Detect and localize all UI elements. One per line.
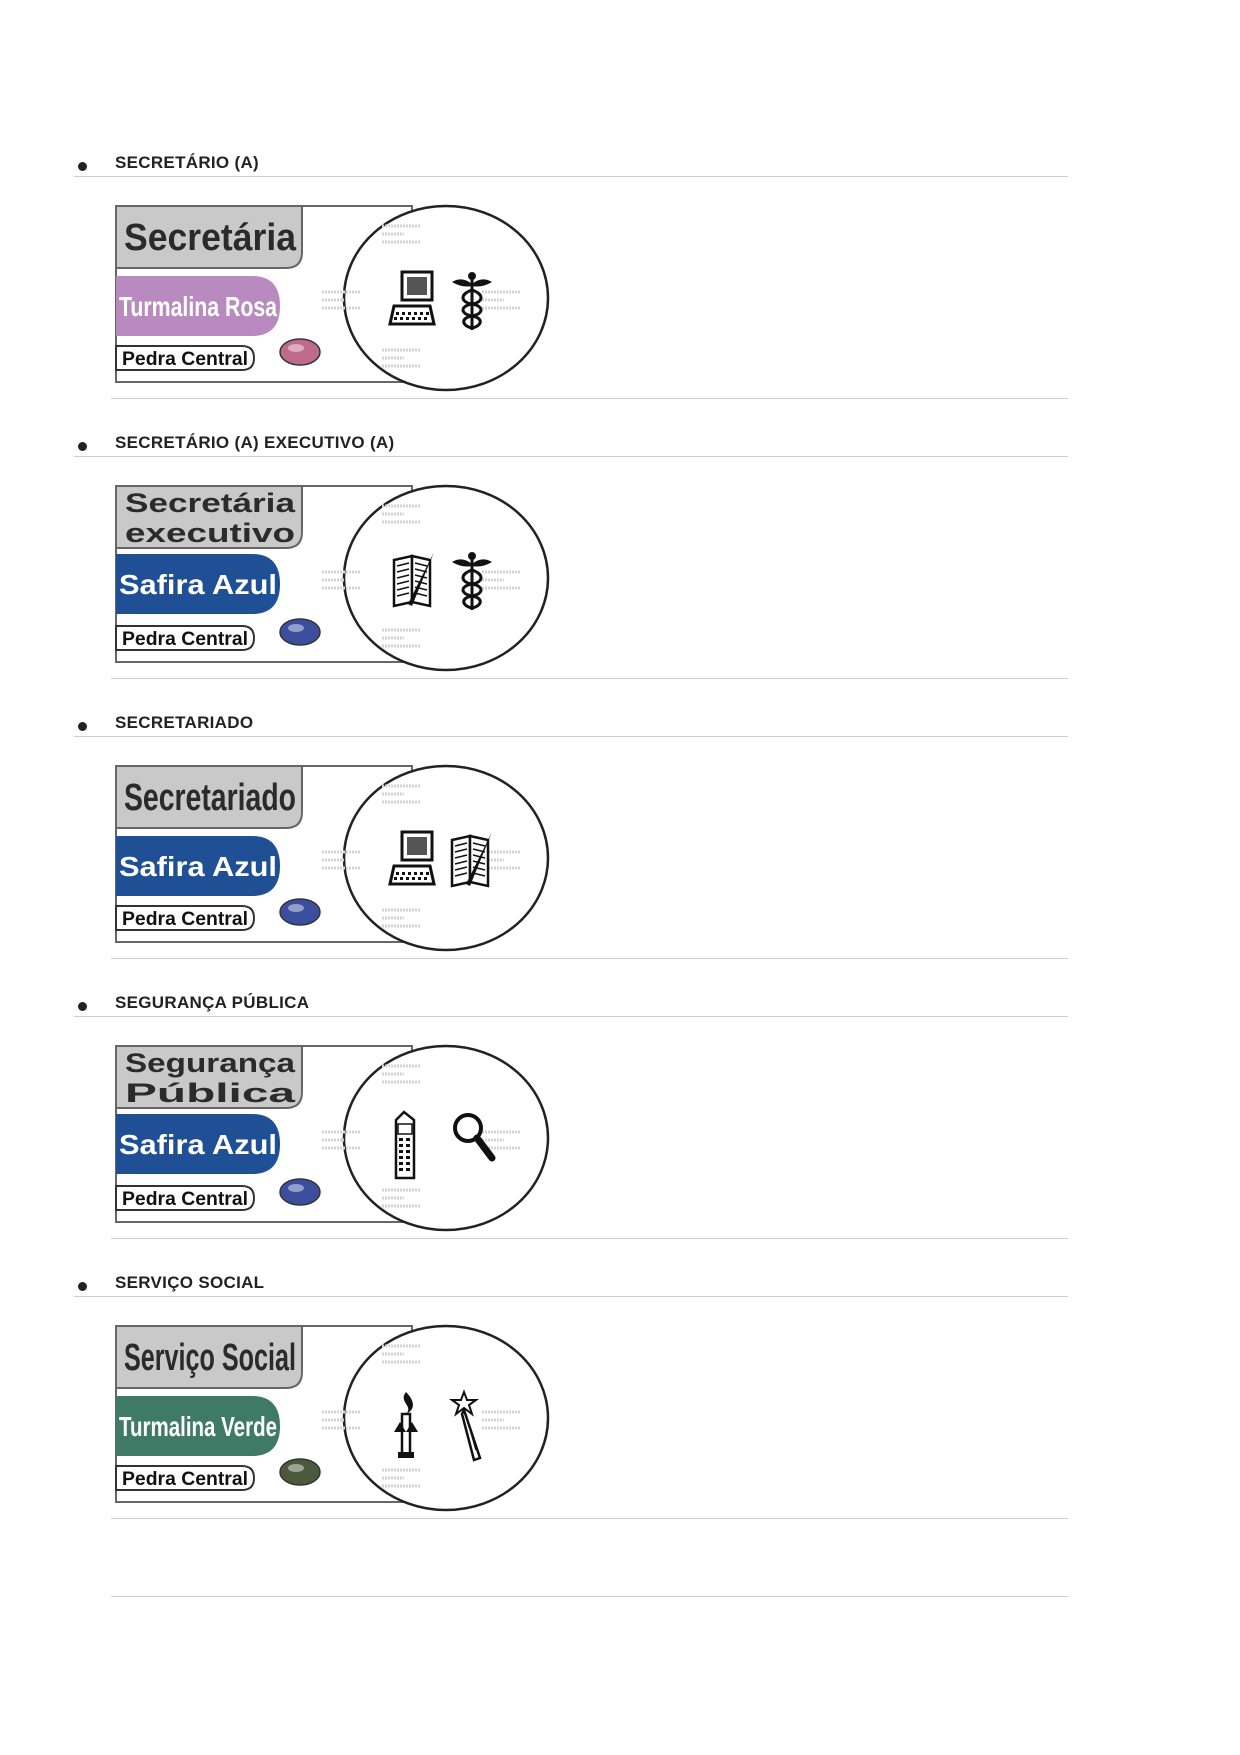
badge-title-line: Serviço Social <box>124 1337 296 1379</box>
emblem-circle <box>344 1326 548 1510</box>
badge-graphic <box>112 762 552 954</box>
divider <box>74 1016 1068 1017</box>
badge-title-line: executivo <box>125 518 295 548</box>
gem-icon <box>280 619 320 645</box>
gem-highlight-icon <box>288 1184 304 1192</box>
stone-name: Safira Azul <box>119 569 277 600</box>
divider <box>74 176 1068 177</box>
badge-graphic <box>112 482 552 674</box>
section-heading: SEGURANÇA PÚBLICA <box>115 993 310 1012</box>
profession-section <box>0 713 1240 1002</box>
section-heading: SECRETÁRIO (A) <box>115 153 259 172</box>
emblem-circle <box>344 486 548 670</box>
stone-name: Turmalina Verde <box>119 1411 277 1442</box>
badge-graphic <box>112 1042 552 1234</box>
gem-icon <box>280 899 320 925</box>
emblem-circle <box>344 206 548 390</box>
profession-section <box>0 433 1240 722</box>
badge-title-line: Segurança <box>125 1048 297 1078</box>
stone-name: Safira Azul <box>119 851 277 882</box>
book-quill-icon <box>394 552 434 606</box>
book-quill-icon <box>452 832 492 886</box>
badge-title-line: Secretariado <box>124 777 296 819</box>
gem-icon <box>280 339 320 365</box>
central-label: Pedra Central <box>122 1189 248 1210</box>
badge-graphic <box>112 202 552 394</box>
divider <box>74 1296 1068 1297</box>
bullet-icon <box>78 1282 87 1291</box>
central-label: Pedra Central <box>122 349 248 370</box>
divider <box>111 398 1068 399</box>
section-heading: SECRETÁRIO (A) EXECUTIVO (A) <box>115 433 395 452</box>
divider <box>111 1518 1068 1519</box>
bullet-icon <box>78 162 87 171</box>
badge-title-line: Secretária <box>124 217 297 259</box>
emblem-circle <box>344 766 548 950</box>
badge-graphic <box>112 1322 552 1514</box>
section-heading: SERVIÇO SOCIAL <box>115 1273 265 1292</box>
lex-tablet-icon <box>396 1112 414 1178</box>
profession-badge <box>112 482 552 674</box>
bullet-icon <box>78 442 87 451</box>
emblem-circle <box>344 1046 548 1230</box>
gem-highlight-icon <box>288 344 304 352</box>
gem-highlight-icon <box>288 1464 304 1472</box>
bullet-icon <box>78 1002 87 1011</box>
central-label: Pedra Central <box>122 909 248 930</box>
profession-section <box>0 153 1240 442</box>
divider <box>111 1238 1068 1239</box>
gem-icon <box>280 1179 320 1205</box>
section-heading: SECRETARIADO <box>115 713 254 732</box>
gem-highlight-icon <box>288 624 304 632</box>
profession-badge <box>112 762 552 954</box>
stone-name: Safira Azul <box>119 1129 277 1160</box>
divider <box>74 456 1068 457</box>
profession-badge <box>112 202 552 394</box>
divider <box>111 958 1068 959</box>
profession-badge <box>112 1042 552 1234</box>
stone-name: Turmalina Rosa <box>119 291 278 322</box>
bullet-icon <box>78 722 87 731</box>
profession-section <box>0 993 1240 1282</box>
central-label: Pedra Central <box>122 1469 248 1490</box>
central-label: Pedra Central <box>122 629 248 650</box>
divider <box>111 1596 1068 1597</box>
gem-highlight-icon <box>288 904 304 912</box>
profession-section <box>0 1273 1240 1562</box>
divider <box>74 736 1068 737</box>
badge-title-line: Pública <box>125 1078 297 1108</box>
badge-title-line: Secretária <box>125 488 297 518</box>
profession-badge <box>112 1322 552 1514</box>
divider <box>111 678 1068 679</box>
gem-icon <box>280 1459 320 1485</box>
